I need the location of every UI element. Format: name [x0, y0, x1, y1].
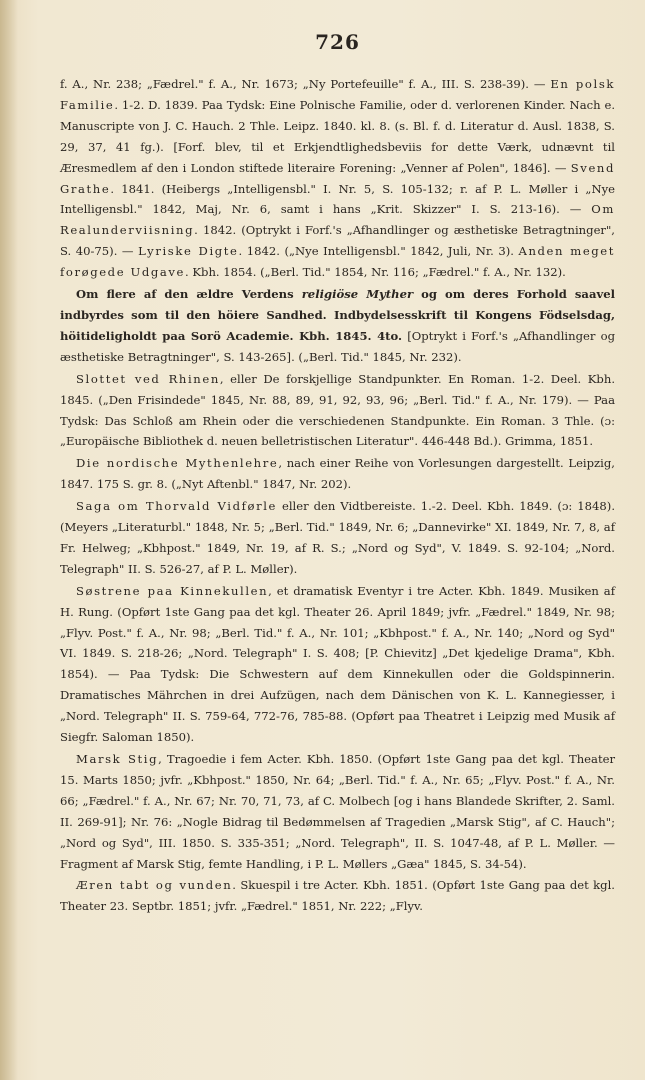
work-title-om-realunderviisning: Om Realunderviisning: [60, 202, 615, 238]
work-title-marsk-stig: Marsk Stig: [76, 752, 159, 766]
entry-aeren-tabt-og-vunden: Æren tabt og vunden. Skuespil i tre Acter. Kbh. 1851. (Opført 1ste Gang paa det kgl. Theater 23. Septbr. 1851; jvfr. „Fædrel." 1851, Nr. 222; „Flyv.: [60, 878, 615, 914]
work-title-nordische-mythenlehre: Die nordische Mythenlehre: [76, 456, 279, 471]
work-title-sostrene-paa-kinnekullen: Søstrene paa Kinnekullen: [76, 583, 269, 598]
work-title-lyriske-digte: Lyriske Digte: [138, 244, 239, 259]
page-spine-shadow: [0, 0, 18, 1080]
work-title-thorvald-vidforle: Saga om Thorvald Vidførle: [76, 499, 278, 514]
entry-slottet-ved-rhinen: Slottet ved Rhinen, eller De forskjellige Standpunkter. En Roman. 1-2. Deel. Kbh. 1845. („Den Frisindede" 1845, Nr. 88, 89, 91, 92, 93, 96; „Berl. Tid." f. A., Nr. 179). — Paa Tydsk: Das Schloß am Rhein oder die verschiedenen Standpunkte. Ein Roman. 3 Thle. (ɔ: „Europäische Bibliothek d. neuen belletristischen Literatur". 446-448 Bd.). Grimma, 1851.: [60, 371, 615, 449]
edition-note: Anden meget forøgede Udgave: [60, 244, 616, 280]
entry-religiose-myther: Om flere af den ældre Verdens religiöse Myther og om deres Forhold saavel indbyrdes som til den höiere Sandhed. Indbydelsesskrift til Kongens Födselsdag, höitideligholdt paa Sorö Academie. Kbh. 1845. 4to. [Optrykt i Forf.'s „Afhandlinger og æsthetiske Betragtninger", S. 143-265]. („Berl. Tid." 1845, Nr. 232).: [60, 287, 615, 364]
page-number: 726: [315, 30, 360, 54]
entry-marsk-stig: Marsk Stig, Tragoedie i fem Acter. Kbh. 1850. (Opført 1ste Gang paa det kgl. Theater 15. Marts 1850; jvfr. „Kbhpost." 1850, Nr. 64; „Berl. Tid." f. A., Nr. 65; „Flyv. Post." f. A., Nr. 66; „Fædrel." f. A., Nr. 67; Nr. 70, 71, 73, af C. Molbech [og i hans Blandede Skrifter, 2. Saml. II. 269-91]; Nr. 76: „Nogle Bidrag til Bedømmelsen af Tragedien „Marsk Stig", af C. Hauch"; „Nord og Syd", III. 1850. S. 335-351; „Nord. Telegraph", II. S. 1047-48, af P. L. Møller. — Fragment af Marsk Stig, femte Handling, i P. L. Møllers „Gæa" 1845, S. 34-54).: [60, 752, 616, 871]
work-title-en-polsk-familie: En polsk Familie: [60, 77, 615, 112]
work-title-aeren-tabt-og-vunden: Æren tabt og vunden: [76, 878, 233, 893]
entry-nordische-mythenlehre: Die nordische Mythenlehre, nach einer Reihe von Vorlesungen dargestellt. Leipzig, 1847. 175 S. gr. 8. („Nyt Aftenbl." 1847, Nr. 202).: [60, 456, 615, 492]
work-title-religiose-myther: religiöse Myther: [301, 287, 414, 302]
work-title-slottet-ved-rhinen: Slottet ved Rhinen: [76, 371, 220, 386]
entry-thorvald-vidforle: Saga om Thorvald Vidførle eller den Vidtbereiste. 1.-2. Deel. Kbh. 1849. (ɔ: 1848). (Meyers „Literaturbl." 1848, Nr. 5; „Berl. Tid." 1849, Nr. 6; „Dannevirke" XI. 1849, Nr. 7, 8, af Fr. Helweg; „Kbhpost." 1849, Nr. 19, af R. S.; „Nord og Syd", V. 1849. S. 92-104; „Nord. Telegraph" II. S. 526-27, af P. L. Møller).: [60, 499, 616, 576]
work-title-svend-grathe: Svend Grathe: [60, 160, 615, 196]
entry-sostrene-paa-kinnekullen: Søstrene paa Kinnekullen, et dramatisk Eventyr i tre Acter. Kbh. 1849. Musiken af H. Rung. (Opført 1ste Gang paa det kgl. Theater 26. April 1849; jvfr. „Fædrel." 1849, Nr. 98; „Flyv. Post." f. A., Nr. 98; „Berl. Tid." f. A., Nr. 101; „Kbhpost." f. A., Nr. 140; „Nord og Syd" VI. 1849. S. 218-26; „Nord. Telegraph" I. S. 408; [P. Chievitz] „Det kjedelige Drama", Kbh. 1854). — Paa Tydsk: Die Schwestern auf dem Kinnekullen oder die Goldspinnerin. Dramatisches Mährchen in drei Aufzügen, nach dem Dänischen von K. L. Kannegiesser, i „Nord. Telegraph" II. S. 759-64, 772-76, 785-88. (Opført paa Theatret i Leipzig med Musik af Siegfr. Saloman 1850).: [60, 583, 615, 745]
paragraph-continuation: f. A., Nr. 238; „Fædrel." f. A., Nr. 1673; „Ny Portefeuille" f. A., III. S. 238-39). — En polsk Familie. 1-2. D. 1839. Paa Tydsk: Eine Polnische Familie, oder d. verlorenen Kinder. Nach e. Manuscripte von J. C. Hauch. 2 Thle. Leipz. 1840. kl. 8. (s. Bl. f. d. Literatur d. Ausl. 1838, S. 29, 37, 41 fg.). [Forf. blev, til et Erkjendtlighedsbeviis for dette Værk, udnævnt til Æresmedlem af den i London stiftede literaire Forening: „Venner af Polen", 1846]. — Svend Grathe. 1841. (Heibergs „Intelligensbl." I. Nr. 5, S. 105-132; r. af P. L. Møller i „Nye Intelligensbl." 1842, Maj, Nr. 6, samt i hans „Krit. Skizzer" I. S. 213-16). — Om Realunderviisning. 1842. (Optrykt i Forf.'s „Afhandlinger og æsthetiske Betragtninger", S. 40-75). — Lyriske Digte. 1842. („Nye Intelligensbl." 1842, Juli, Nr. 3). Anden meget forøgede Udgave. Kbh. 1854. („Berl. Tid." 1854, Nr. 116; „Fædrel." f. A., Nr. 132).: [60, 77, 616, 280]
